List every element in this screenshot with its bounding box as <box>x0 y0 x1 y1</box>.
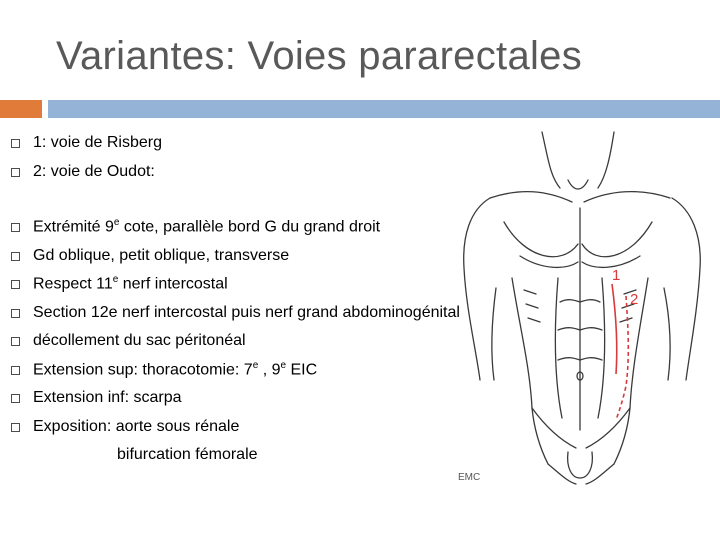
bullet-square-icon <box>11 309 20 318</box>
incision-label-2: 2 <box>630 291 639 308</box>
emc-watermark: EMC <box>458 472 481 483</box>
list-item <box>11 160 155 184</box>
incision-label-1: 1 <box>612 267 621 284</box>
list-item-text: 2: voie de Oudot: <box>33 163 155 180</box>
list-item-text: Respect 11e nerf intercostal <box>33 274 228 293</box>
list-item-text: Section 12e nerf intercostal puis nerf grand abdominogénital <box>33 304 460 321</box>
list-item <box>11 358 317 382</box>
title-accent-bar-orange <box>0 100 42 118</box>
bullet-square-icon <box>11 139 20 148</box>
list-item-text: Extension sup: thoracotomie: 7e , 9e EIC <box>33 360 318 379</box>
bullet-square-icon <box>11 280 20 289</box>
list-continuation-text: bifurcation fémorale <box>117 446 258 463</box>
torso-illustration <box>450 118 712 498</box>
list-item <box>11 215 380 239</box>
list-item-text: Gd oblique, petit oblique, transverse <box>33 247 290 264</box>
bullet-square-icon <box>11 337 20 346</box>
list-item-text: Extension inf: scarpa <box>33 389 182 406</box>
list-item <box>11 131 162 155</box>
list-item-text: 1: voie de Risberg <box>33 134 162 151</box>
bullet-square-icon <box>11 423 20 432</box>
list-item <box>11 415 239 439</box>
list-item-text: Exposition: aorte sous rénale <box>33 418 240 435</box>
list-item <box>11 329 246 353</box>
list-item-text: décollement du sac péritonéal <box>33 332 246 349</box>
bullet-square-icon <box>11 168 20 177</box>
list-item <box>11 301 460 325</box>
slide-title: Variantes: Voies pararectales <box>56 34 583 78</box>
list-item <box>11 386 182 410</box>
bullet-square-icon <box>11 223 20 232</box>
bullet-square-icon <box>11 252 20 261</box>
bullet-square-icon <box>11 366 20 375</box>
list-item <box>11 244 289 268</box>
title-accent-bar-blue <box>48 100 720 118</box>
list-item <box>11 272 228 296</box>
bullet-square-icon <box>11 394 20 403</box>
list-item-text: Extrémité 9e cote, parallèle bord G du grand droit <box>33 217 381 236</box>
